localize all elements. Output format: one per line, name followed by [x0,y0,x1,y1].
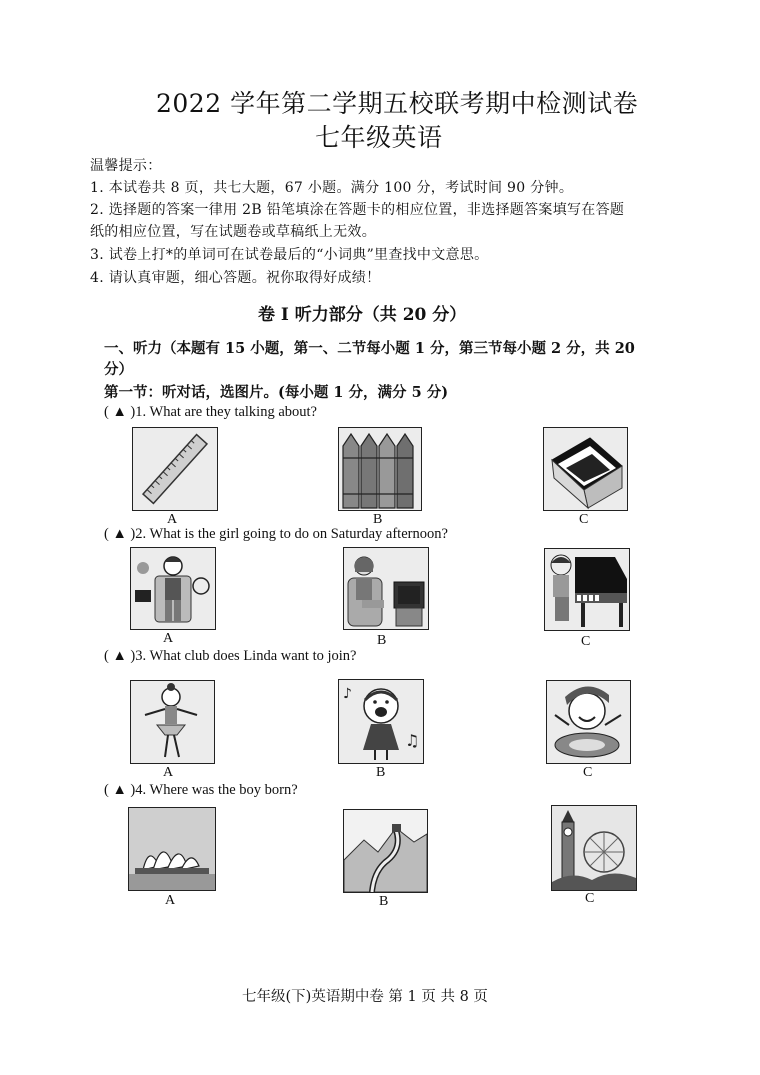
singing-girl-icon [339,680,423,763]
great-wall-icon [344,810,427,892]
option-label: B [373,512,383,527]
question-text: 1. What are they talking about? [135,404,317,420]
option-a-image[interactable] [130,547,216,630]
tips-heading: 温馨提示： [90,158,162,174]
question-text: 2. What is the girl going to do on Saturday afternoon? [135,526,448,542]
option-b-image[interactable] [343,809,428,893]
option-label: C [585,891,595,906]
option-label: A [163,765,174,780]
girl-movies-icon [131,548,215,629]
eraser-icon [544,428,627,510]
answer-blank[interactable]: ( ▲ ) [104,404,136,420]
question-text: 4. Where was the boy born? [135,782,298,798]
question-text: 3. What club does Linda want to join? [135,648,357,664]
svg-text:♪: ♪ [343,686,352,702]
volume-title: 卷 I 听力部分（共 20 分） [258,305,467,325]
tip-line: 2. 选择题的答案一律用 2B 铅笔填涂在答题卡的相应位置，非选择题答案填写在答题 [90,202,625,218]
girl-playing-piano-icon [545,549,629,630]
option-b-image[interactable] [343,547,429,630]
option-b-image[interactable] [338,427,422,511]
option-label: B [376,765,386,780]
option-label: C [581,634,591,649]
sydney-opera-house-icon [129,808,215,890]
big-ben-icon [552,806,636,890]
option-label: B [377,633,387,648]
option-a-image[interactable] [130,680,215,764]
exam-subtitle: 七年级英语 [315,123,443,152]
option-a-image[interactable] [128,807,216,891]
answer-blank[interactable]: ( ▲ ) [104,782,136,798]
question-3 [104,648,356,665]
option-c-image[interactable] [551,805,637,891]
tip-line: 纸的相应位置，写在试题卷或草稿纸上无效。 [90,224,376,240]
option-label: A [163,631,174,646]
answer-blank[interactable]: ( ▲ ) [104,526,136,542]
section-heading: 第一节：听对话，选图片。(每小题 1 分，满分 5 分) [104,384,449,401]
crayons-icon [339,428,421,510]
part-heading: 一、听力（本题有 15 小题，第一、二节每小题 1 分，第三节每小题 2 分，共 20 [104,340,635,357]
question-4 [104,782,298,799]
girl-watching-tv-icon [344,548,428,629]
tip-line: 1. 本试卷共 8 页，共七大题，67 小题。满分 100 分，考试时间 90 分钟。 [90,180,574,196]
option-label: B [379,894,389,909]
option-label: C [583,765,593,780]
option-c-image[interactable] [546,680,631,764]
svg-text:♫: ♫ [405,731,420,750]
option-label: A [165,893,176,908]
option-b-image[interactable] [338,679,424,764]
part-heading-cont: 分） [104,361,133,378]
question-1 [104,404,317,421]
dancing-girl-icon [131,681,214,763]
option-a-image[interactable] [132,427,218,511]
exam-title: 2022 学年第二学期五校联考期中检测试卷 [156,89,639,118]
answer-blank[interactable]: ( ▲ ) [104,648,136,664]
option-label: C [579,512,589,527]
tip-line: 3. 试卷上打*的单词可在试卷最后的“小词典”里查找中文意思。 [90,247,489,263]
option-c-image[interactable] [544,548,630,631]
swimming-girl-icon [547,681,630,763]
tip-line: 4. 请认真审题，细心答题。祝你取得好成绩！ [90,270,381,286]
ruler-icon [133,428,217,510]
option-c-image[interactable] [543,427,628,511]
option-label: A [167,512,178,527]
page-footer: 七年级(下)英语期中卷 第 1 页 共 8 页 [242,989,488,1005]
question-2 [104,526,448,543]
